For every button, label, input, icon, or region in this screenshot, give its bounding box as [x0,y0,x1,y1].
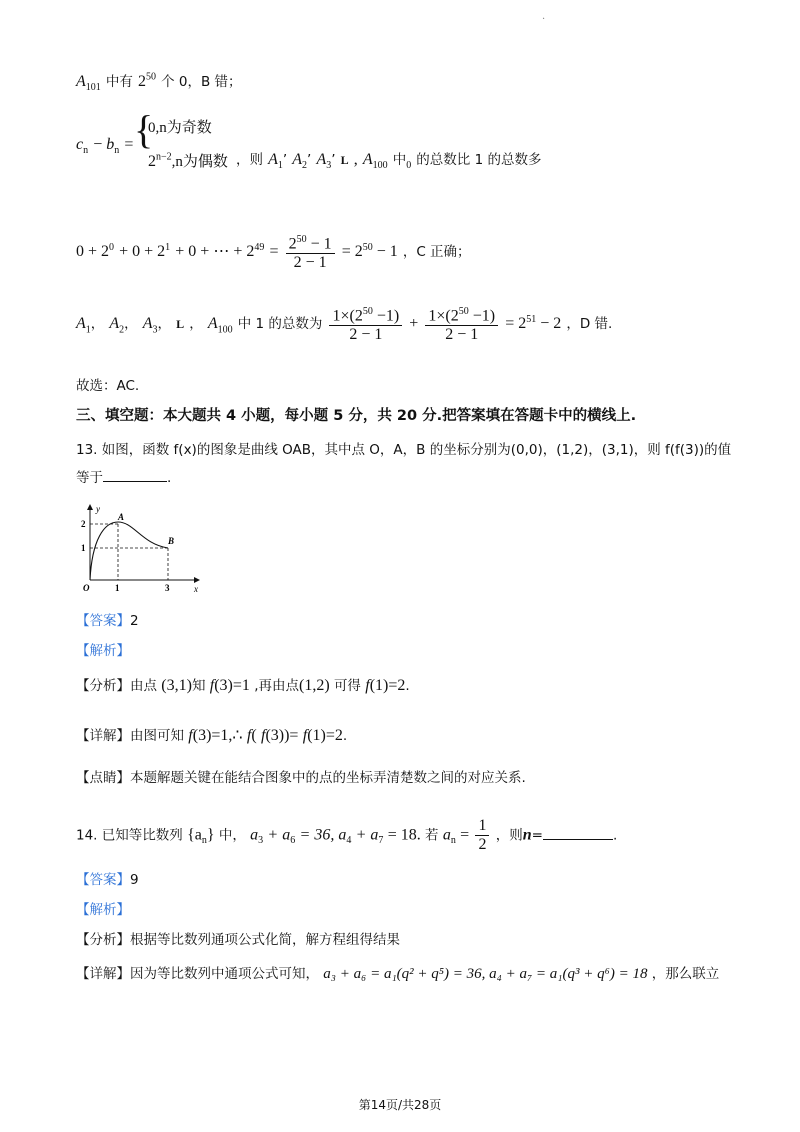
q14-answer-blank[interactable] [543,839,613,840]
section-heading: 三、填空题：本大题共 4 小题，每小题 5 分，共 20 分.把答案填在答题卡中的横线上. [76,408,637,424]
svg-text:1: 1 [115,583,120,592]
svg-text:x: x [194,584,198,592]
q13-answer-blank[interactable] [103,481,167,482]
q13-xiangjie: 【详解】由图可知 f(3)=1,∴ f( f(3))= f(1)=2. [76,727,348,744]
q14-analysis-label: 【解析】 [76,902,130,918]
q14-text: 14. 已知等比数列 $\{a_n\}$ 中， $a_3 + a_6 = 36$, $a_4 + a_7 = 18$. 若 $a_n$ = $\frac{1}{2}$ ，则n= . [76,817,618,853]
q13-text: 13. 如图，函数 f(x)的图象是曲线 OAB，其中点 O，A，B 的坐标分别为(0,0)，(1,2)，(3,1)，则 f(f(3))的值 [76,442,732,458]
sum-line: $0 + 2^0 + 0 + 2^1 + 0$ + ⋯ + $2^{49}$ = $\frac{2^{50} - 1}{2 - 1}$ = $2^{50} - 1$ ，C 正确； [76,234,471,272]
corner-mark: · [542,14,546,25]
svg-text:A: A [118,512,125,522]
q14-xiangjie: 【详解】因为等比数列中通项公式可知， a₃ + a₆ = a₁(q² + q⁵) = 36, a₄ + a₇ = a₁(q³ + q⁶) = 18 ，那么联立 [76,966,720,982]
svg-text:1: 1 [81,543,86,553]
q13-analysis-label: 【解析】 [76,643,130,659]
line-a101: $A_{101}$ 中有 $2^{50}$ 个 0，B 错； [76,71,242,94]
q14-fenxi: 【分析】根据等比数列通项公式化简，解方程组得结果 [76,932,400,948]
svg-text:3: 3 [165,583,170,592]
function-graph [76,500,206,592]
piecewise-definition: $c_n - b_n$ = { 0,n为奇数 $2^{n-2},n$为偶数 ，则 $A_1$’ $A_2$’ $A_3$’ L , $A_{100}$ 中$_0$ 的总数比 1 的总数多 [76,107,542,172]
page-footer: 第14页/共28页 [358,1098,442,1112]
svg-text:2: 2 [81,519,86,529]
q13-fenxi: 【分析】由点 (3,1)知 f(3)=1 ,再由点(1,2) 可得 f(1)=2. [76,677,410,694]
choice-line: 故选：AC. [76,378,140,394]
count-line: $A_1$， $A_2$， $A_3$， L ， $A_{100}$ 中 1 的总数为 $\frac{1\times(2^{50} -1)}{2 - 1}$ + $\frac{1\times(2^{50} -1)}{2 - 1}$ = $2^{51} - 2$ ，D 错. [76,306,613,344]
svg-text:y: y [96,504,100,514]
q13-text-line2: 等于 . [76,470,172,486]
svg-text:O: O [83,583,90,592]
q13-dianjing: 【点睛】本题解题关键在能结合图象中的点的坐标弄清楚数之间的对应关系. [76,770,526,786]
q14-answer: 【答案】9 [76,872,139,888]
svg-text:B: B [168,536,175,546]
q13-answer: 【答案】2 [76,613,139,629]
